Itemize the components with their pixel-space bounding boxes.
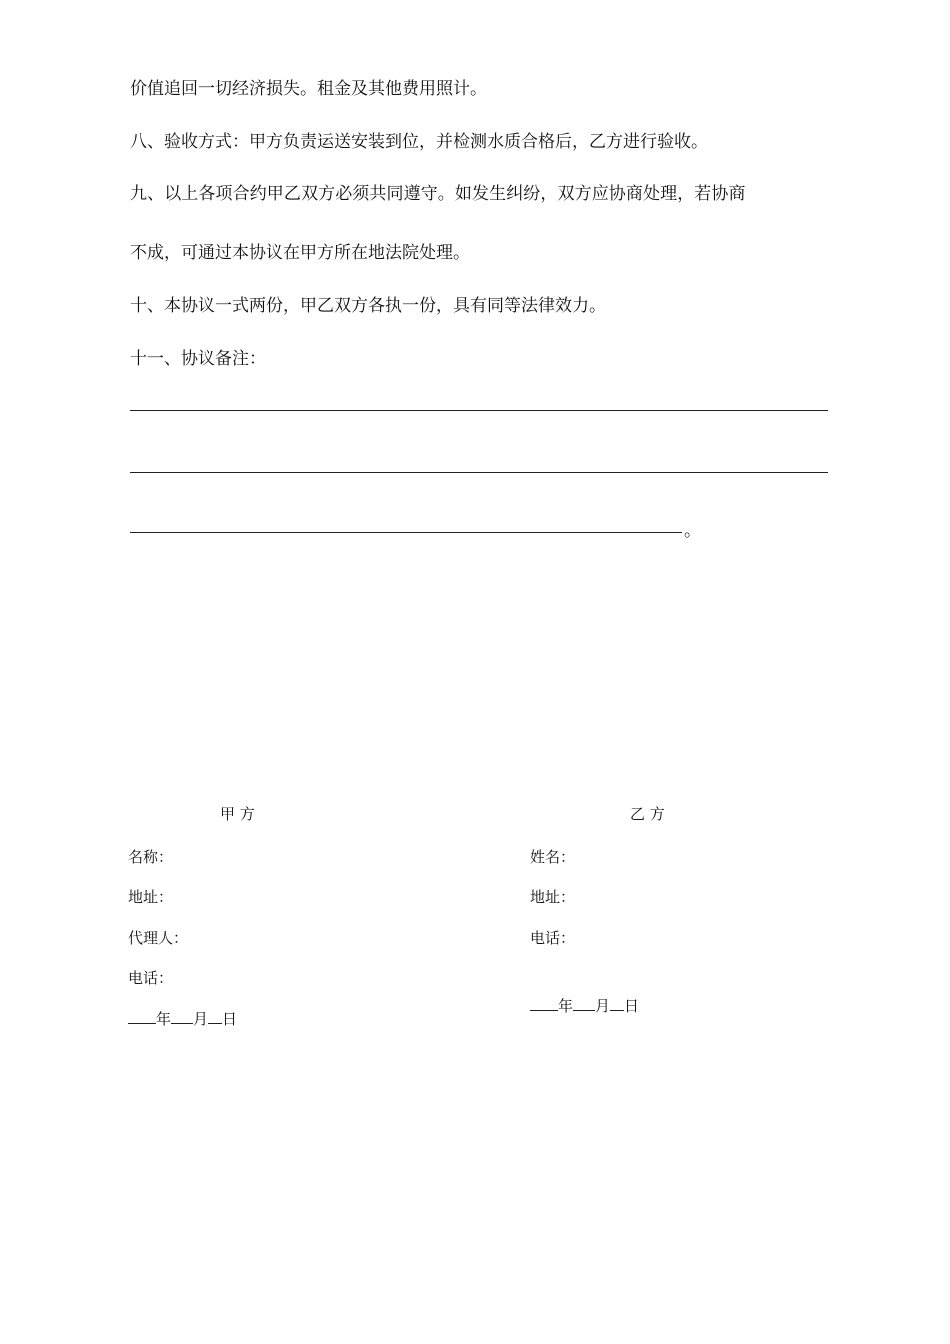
party-a-date — [128, 1008, 237, 1029]
clause-9-line-1: 九、以上各项合约甲乙双方必须共同遵守。如发生纠纷，双方应协商处理，若协商 — [130, 184, 746, 204]
party-a-phone-label: 电话： — [128, 969, 174, 987]
notes-blank-line-3[interactable] — [130, 532, 682, 533]
party-a-year-blank[interactable] — [128, 1009, 156, 1024]
party-a-day: 日 — [222, 1010, 238, 1028]
notes-blank-line-2[interactable] — [130, 472, 828, 473]
party-a-heading: 甲 方 — [220, 805, 255, 823]
party-a-name-label: 名称： — [128, 848, 174, 866]
party-a-day-blank[interactable] — [208, 1009, 222, 1024]
party-b-day-blank[interactable] — [610, 996, 624, 1011]
party-b-year: 年 — [558, 997, 574, 1015]
clause-9-line-2: 不成，可通过本协议在甲方所在地法院处理。 — [130, 243, 470, 263]
clause-8: 八、验收方式：甲方负责运送安装到位，并检测水质合格后，乙方进行验收。 — [130, 132, 708, 152]
party-a-address-label: 地址： — [128, 888, 174, 906]
party-b-name-label: 姓名： — [530, 848, 576, 866]
notes-blank-line-1[interactable] — [130, 410, 828, 411]
party-b-heading: 乙 方 — [630, 805, 665, 823]
party-b-year-blank[interactable] — [530, 996, 558, 1011]
clause-11-notes-label: 十一、协议备注： — [130, 349, 266, 369]
party-a-agent-label: 代理人： — [128, 929, 189, 947]
party-b-date — [530, 995, 639, 1016]
clause-10: 十、本协议一式两份，甲乙双方各执一份，具有同等法律效力。 — [130, 296, 606, 316]
party-a-month-blank[interactable] — [171, 1009, 193, 1024]
party-b-day: 日 — [624, 997, 640, 1015]
party-b-address-label: 地址： — [530, 888, 576, 906]
party-b-phone-label: 电话： — [530, 929, 576, 947]
notes-end-mark: 。 — [684, 521, 701, 541]
party-b-month: 月 — [595, 997, 611, 1015]
party-a-year: 年 — [156, 1010, 172, 1028]
clause-7-tail: 价值追回一切经济损失。租金及其他费用照计。 — [130, 79, 487, 99]
party-b-month-blank[interactable] — [573, 996, 595, 1011]
party-a-month: 月 — [193, 1010, 209, 1028]
